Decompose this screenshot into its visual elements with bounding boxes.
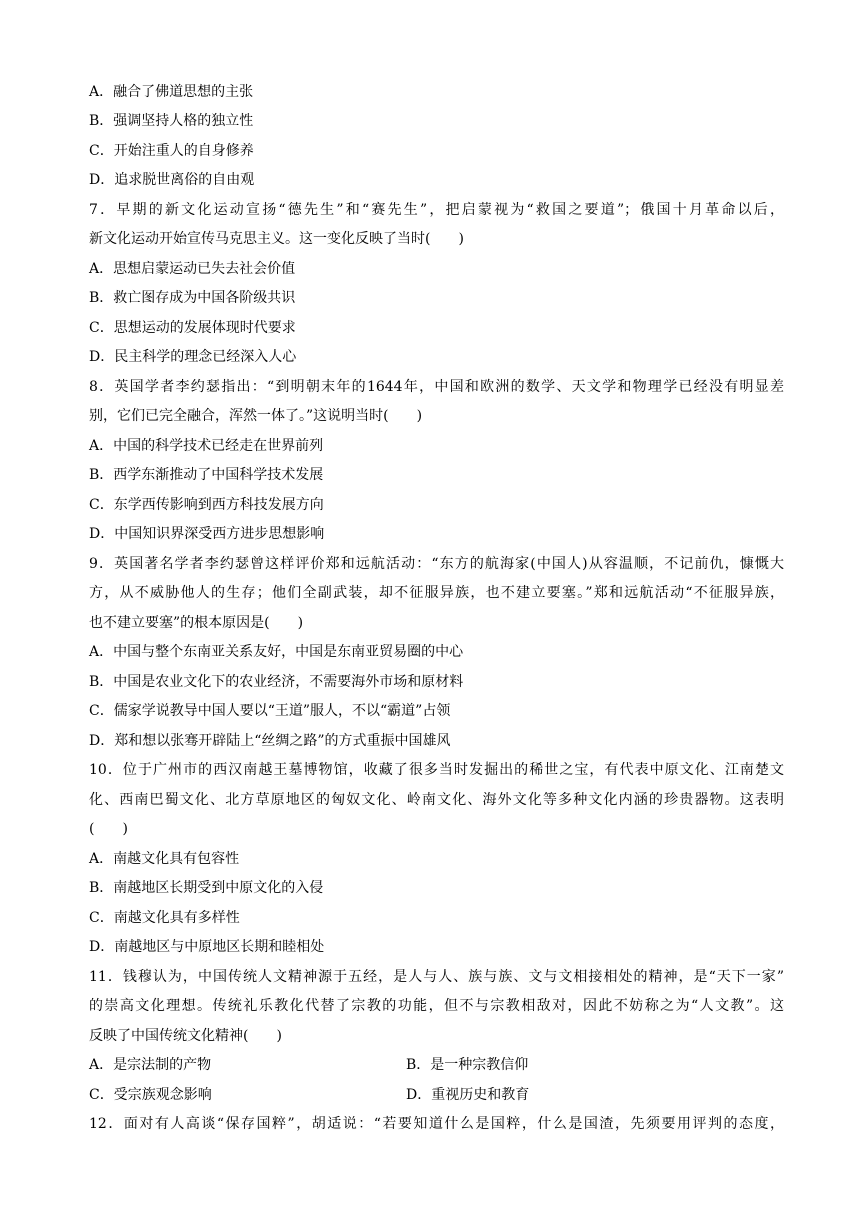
q6-option-c: C．开始注重人的自身修养 bbox=[89, 143, 254, 159]
q10-option-c: C．南越文化具有多样性 bbox=[89, 910, 240, 926]
q11-option-c: C．受宗族观念影响 bbox=[89, 1087, 212, 1103]
q9-option-d: D．郑和想以张骞开辟陆上“丝绸之路”的方式重振中国雄风 bbox=[89, 733, 451, 749]
q10-option-d: D．南越地区与中原地区长期和睦相处 bbox=[89, 939, 325, 955]
q10-stem-line-3: ( ) bbox=[89, 821, 128, 837]
q11-stem-line-2: 的崇高文化理想。传统礼乐教化代替了宗教的功能，但不与宗教相敌对，因此不妨称之为“人文教”。这 bbox=[89, 998, 784, 1014]
q10-option-b: B．南越地区长期受到中原文化的入侵 bbox=[89, 880, 324, 896]
q7-stem-line-1: 7．早期的新文化运动宣扬“德先生”和“赛先生”，把启蒙视为“救国之要道”；俄国十月革命以后， bbox=[89, 202, 784, 218]
q9-option-b: B．中国是农业文化下的农业经济，不需要海外市场和原材料 bbox=[89, 674, 464, 690]
q10-option-a: A．南越文化具有包容性 bbox=[89, 851, 240, 867]
q11-options-row-2 bbox=[89, 1085, 784, 1105]
q9-option-c: C．儒家学说教导中国人要以“王道”服人，不以“霸道”占领 bbox=[89, 703, 451, 719]
q11-option-a: A．是宗法制的产物 bbox=[89, 1057, 212, 1073]
q11-stem-line-1: 11．钱穆认为，中国传统人文精神源于五经，是人与人、族与族、文与文相接相处的精神，是“天下一家” bbox=[89, 969, 784, 985]
q7-option-c: C．思想运动的发展体现时代要求 bbox=[89, 320, 296, 336]
q11-option-b: B．是一种宗教信仰 bbox=[406, 1057, 529, 1073]
q8-option-c: C．东学西传影响到西方科技发展方向 bbox=[89, 497, 324, 513]
q6-option-b: B．强调坚持人格的独立性 bbox=[89, 113, 254, 129]
q8-stem-line-2: 别，它们已完全融合，浑然一体了。”这说明当时( ) bbox=[89, 408, 423, 424]
q9-stem-line-3: 也不建立要塞”的根本原因是( ) bbox=[89, 615, 304, 631]
q10-stem-line-2: 化、西南巴蜀文化、北方草原地区的匈奴文化、岭南文化、海外文化等多种文化内涵的珍贵器物。这表明 bbox=[89, 792, 784, 808]
q9-stem-line-2: 方，从不威胁他人的生存；他们全副武装，却不征服异族，也不建立要塞。”郑和远航活动“不征服异族， bbox=[89, 585, 784, 601]
q8-option-b: B．西学东渐推动了中国科学技术发展 bbox=[89, 467, 324, 483]
q8-option-a: A．中国的科学技术已经走在世界前列 bbox=[89, 438, 324, 454]
q11-stem-line-3: 反映了中国传统文化精神( ) bbox=[89, 1028, 282, 1044]
q6-option-a: A．融合了佛道思想的主张 bbox=[89, 84, 254, 100]
q7-option-a: A．思想启蒙运动已失去社会价值 bbox=[89, 261, 296, 277]
q10-stem-line-1: 10．位于广州市的西汉南越王墓博物馆，收藏了很多当时发掘出的稀世之宝，有代表中原文化、江南楚文 bbox=[89, 762, 784, 778]
q7-stem-line-2: 新文化运动开始宣传马克思主义。这一变化反映了当时( ) bbox=[89, 231, 464, 247]
q11-option-d: D．重视历史和教育 bbox=[406, 1087, 530, 1103]
q7-option-d: D．民主科学的理念已经深入人心 bbox=[89, 349, 297, 365]
q6-option-d: D．追求脱世离俗的自由观 bbox=[89, 172, 255, 188]
q9-option-a: A．中国与整个东南亚关系友好，中国是东南亚贸易圈的中心 bbox=[89, 644, 464, 660]
q11-options-row-1 bbox=[89, 1055, 784, 1075]
q7-option-b: B．救亡图存成为中国各阶级共识 bbox=[89, 290, 296, 306]
q8-option-d: D．中国知识界深受西方进步思想影响 bbox=[89, 526, 325, 542]
q12-stem-line-1: 12．面对有人高谈“保存国粹”，胡适说：“若要知道什么是国粹，什么是国渣，先须要用评判的态度， bbox=[89, 1116, 784, 1132]
q8-stem-line-1: 8．英国学者李约瑟指出：“到明朝末年的1644年，中国和欧洲的数学、天文学和物理学已经没有明显差 bbox=[89, 379, 784, 395]
q9-stem-line-1: 9．英国著名学者李约瑟曾这样评价郑和远航活动：“东方的航海家(中国人)从容温顺，不记前仇，慷慨大 bbox=[89, 556, 784, 572]
